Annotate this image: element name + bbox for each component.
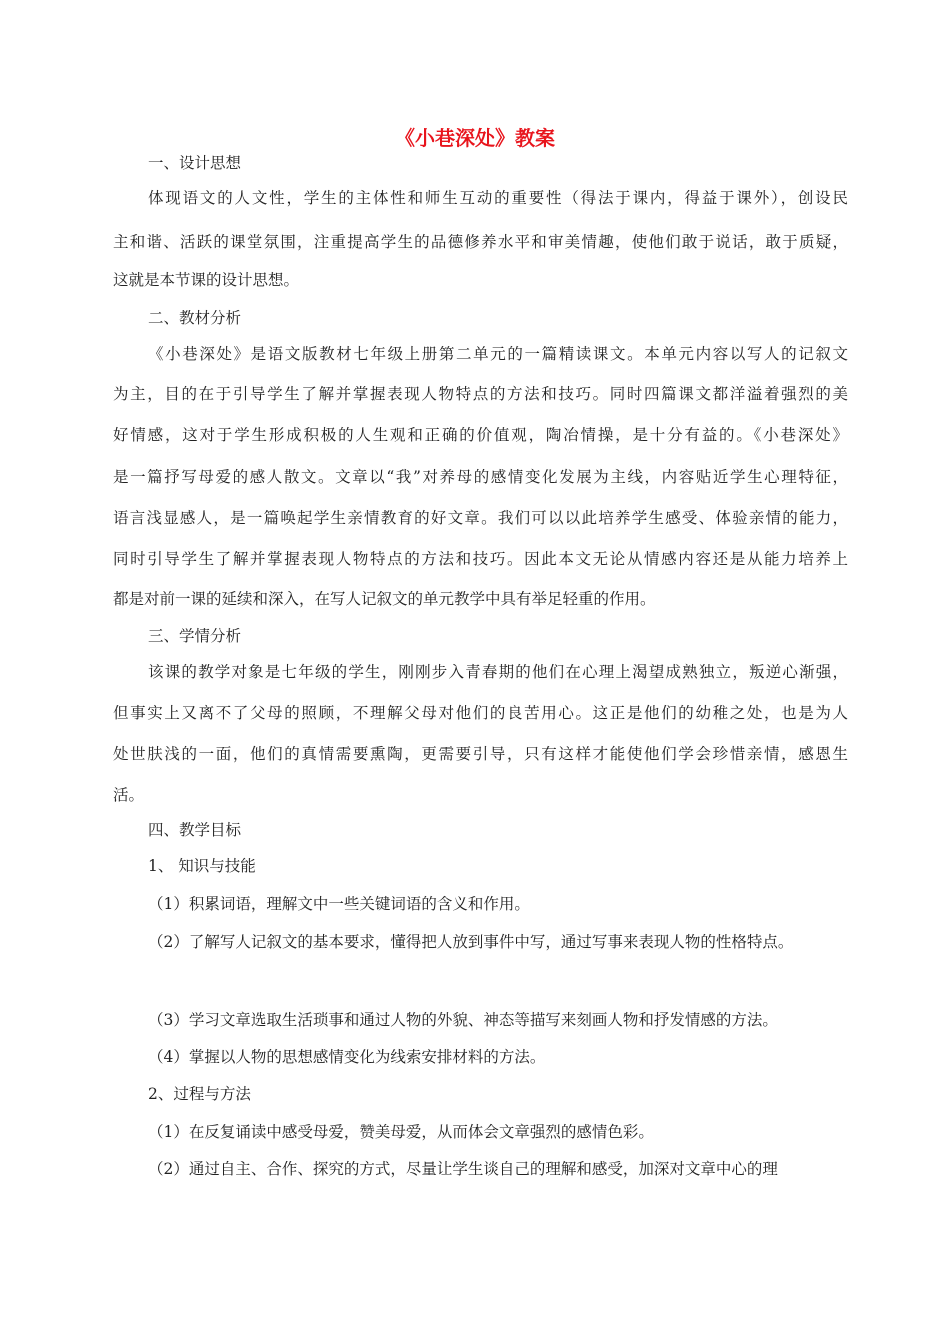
- paragraph-line: 语言浅显感人，是一篇唤起学生亲情教育的好文章。我们可以以此培养学生感受、体验亲情的能力，: [113, 509, 848, 527]
- objective-item: （2）了解写人记叙文的基本要求，懂得把人放到事件中写，通过写事来表现人物的性格特点。: [148, 933, 794, 951]
- subheading-knowledge: 1、 知识与技能: [148, 857, 256, 875]
- paragraph-line: 体现语文的人文性，学生的主体性和师生互动的重要性（得法于课内，得益于课外），创设民: [148, 189, 848, 207]
- section-heading-objectives: 四、教学目标: [148, 821, 242, 839]
- objective-item: （3）学习文章选取生活琐事和通过人物的外貌、神态等描写来刻画人物和抒发情感的方法。: [148, 1011, 778, 1029]
- paragraph-line: 是一篇抒写母爱的感人散文。文章以“我”对养母的感情变化发展为主线，内容贴近学生心理特征，: [113, 468, 848, 486]
- paragraph-line: 活。: [113, 786, 145, 804]
- section-heading-design: 一、设计思想: [148, 154, 242, 172]
- paragraph-line: 这就是本节课的设计思想。: [113, 271, 300, 289]
- paragraph-line: 但事实上又离不了父母的照顾，不理解父母对他们的良苦用心。这正是他们的幼稚之处，也是为人: [113, 704, 848, 722]
- objective-item: （1）积累词语，理解文中一些关键词语的含义和作用。: [148, 895, 530, 913]
- paragraph-line: 为主，目的在于引导学生了解并掌握表现人物特点的方法和技巧。同时四篇课文都洋溢着强烈的美: [113, 385, 848, 403]
- objective-item: （4）掌握以人物的思想感情变化为线索安排材料的方法。: [148, 1048, 546, 1066]
- paragraph-line: 处世肤浅的一面，他们的真情需要熏陶，更需要引导，只有这样才能使他们学会珍惜亲情，感恩生: [113, 745, 848, 763]
- document-title: 《小巷深处》教案: [395, 126, 555, 150]
- subheading-process: 2、过程与方法: [148, 1085, 251, 1103]
- paragraph-line: 该课的教学对象是七年级的学生，刚刚步入青春期的他们在心理上渴望成熟独立，叛逆心渐强，: [148, 663, 848, 681]
- paragraph-line: 主和谐、活跃的课堂氛围，注重提高学生的品德修养水平和审美情趣，使他们敢于说话，敢于质疑，: [113, 233, 848, 251]
- paragraph-line: 同时引导学生了解并掌握表现人物特点的方法和技巧。因此本文无论从情感内容还是从能力培养上: [113, 550, 848, 568]
- paragraph-line: 都是对前一课的延续和深入，在写人记叙文的单元教学中具有举足轻重的作用。: [113, 590, 656, 608]
- objective-item: （1）在反复诵读中感受母爱，赞美母爱，从而体会文章强烈的感情色彩。: [148, 1123, 654, 1141]
- paragraph-line: 《小巷深处》是语文版教材七年级上册第二单元的一篇精读课文。本单元内容以写人的记叙文: [148, 345, 848, 363]
- objective-item: （2）通过自主、合作、探究的方式，尽量让学生谈自己的理解和感受，加深对文章中心的理: [148, 1160, 778, 1178]
- section-heading-material: 二、教材分析: [148, 309, 242, 327]
- paragraph-line: 好情感，这对于学生形成积极的人生观和正确的价值观，陶冶情操，是十分有益的。《小巷深处》: [113, 426, 848, 444]
- section-heading-learners: 三、学情分析: [148, 627, 242, 645]
